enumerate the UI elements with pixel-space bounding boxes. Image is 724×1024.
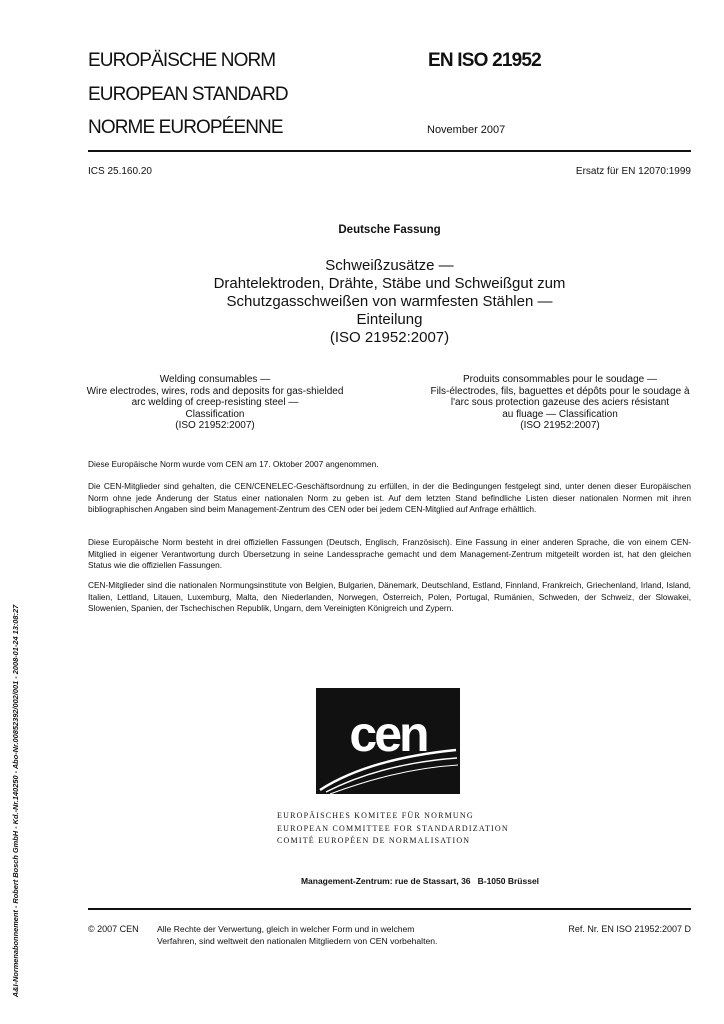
footer-divider [88, 908, 691, 910]
cen-caption-fr: COMITÉ EUROPÉEN DE NORMALISATION [277, 836, 471, 845]
cen-caption-de: EUROPÄISCHES KOMITEE FÜR NORMUNG [277, 811, 474, 820]
english-title-line: Welding consumables — [159, 374, 271, 385]
reference-number: Ref. Nr. EN ISO 21952:2007 D [568, 924, 691, 934]
french-title-line: au fluage — Classification [502, 408, 618, 420]
copyright: © 2007 CEN [88, 924, 139, 934]
french-title-line: (ISO 21952:2007) [520, 420, 600, 431]
norm-title-de: EUROPÄISCHE NORM [88, 50, 276, 71]
norm-title-en: EUROPEAN STANDARD [88, 84, 288, 105]
rights-line: Alle Rechte der Verwertung, gleich in welcher Form und in welchem [157, 924, 415, 934]
ics-code: ICS 25.160.20 [88, 166, 152, 177]
german-title-line: Einteilung [356, 311, 423, 328]
members-list-paragraph: CEN-Mitglieder sind die nationalen Normungsinstitute von Belgien, Bulgarien, Dänemark, Deutschland, Estland, Finnland, Frankreich, Griechenland, Irland, Island, Italien, Lettland, Litauen, Luxemburg, Malta, den Niederlanden, Norwegen, Österreich, Polen, Portugal, Rumänien, Schweden, der Schweiz, der Slowakei, Slowenien, Spanien, der Tschechischen Republik, Ungarn, dem Vereinigten Königreich und Zypern. [88, 580, 691, 614]
french-title-line: Produits consommables pour le soudage — [463, 374, 657, 385]
subscription-side-note: A&I-Normenabonnement - Robert Bosch GmbH - Kd.-Nr.140250 - Abo-Nr.00852392/002/001 - 2008-01-24 13:08:27 [11, 604, 20, 998]
cen-caption [277, 810, 509, 848]
cen-caption-en: EUROPEAN COMMITTEE FOR STANDARDIZATION [277, 823, 509, 833]
english-title-line: Wire electrodes, wires, rods and deposits for gas-shielded [86, 385, 344, 397]
supersedes-note: Ersatz für EN 12070:1999 [575, 166, 691, 177]
german-title-line: (ISO 21952:2007) [329, 329, 450, 346]
rights-line: Verfahren, sind weltweit den nationalen Mitgliedern von CEN vorbehalten. [157, 935, 438, 946]
acceptance-paragraph: Diese Europäische Norm wurde vom CEN am 17. Oktober 2007 angenommen. [88, 459, 379, 469]
english-title-line: Classification [185, 408, 245, 420]
french-title-line: l'arc sous protection gazeuse des aciers résistant [450, 397, 670, 408]
french-title [415, 374, 705, 432]
publication-date: November 2007 [427, 124, 506, 136]
english-title-line: (ISO 21952:2007) [175, 420, 255, 431]
cen-logo-text: cen [349, 706, 427, 762]
german-title [88, 257, 691, 347]
cen-logo [316, 688, 460, 794]
french-title-line: Fils-électrodes, fils, baguettes et dépôts pour le soudage à [430, 385, 690, 397]
english-title [70, 374, 360, 432]
german-title-line: Schutzgasschweißen von warmfesten Stählen — [226, 293, 553, 310]
management-centre-address: Management-Zentrum: rue de Stassart, 36 B-1050 Brüssel [300, 876, 540, 886]
english-title-line: arc welding of creep-resisting steel — [131, 397, 299, 408]
german-title-line: Drahtelektroden, Drähte, Stäbe und Schweißgut zum [213, 275, 566, 292]
member-obligation-paragraph: Die CEN-Mitglieder sind gehalten, die CEN/CENELEC-Geschäftsordnung zu erfüllen, in der die Bedingungen festgelegt sind, unter denen dieser Europäischen Norm ohne jede Änderung der Status einer nationalen Norm zu geben ist. Auf dem letzten Stand befindliche Listen dieser nationalen Normen mit ihren bibliographischen Angaben sind beim Management-Zentrum des CEN oder bei jedem CEN-Mitglied auf Anfrage erhältlich. [88, 481, 691, 515]
norm-title-fr: NORME EUROPÉENNE [88, 117, 283, 138]
rights-statement [157, 924, 437, 947]
german-title-line: Schweißzusätze — [325, 257, 454, 274]
standard-number: EN ISO 21952 [428, 50, 541, 71]
official-versions-paragraph: Diese Europäische Norm besteht in drei offiziellen Fassungen (Deutsch, Englisch, Französisch). Eine Fassung in einer anderen Sprache, die von einem CEN-Mitglied in eigener Verantwortung durch Übersetzung in seine Landessprache gemacht und dem Management-Zentrum mitgeteilt worden ist, hat den gleichen Status wie die offiziellen Fassungen. [88, 537, 691, 571]
version-label: Deutsche Fassung [338, 224, 441, 236]
header-divider [88, 150, 691, 152]
